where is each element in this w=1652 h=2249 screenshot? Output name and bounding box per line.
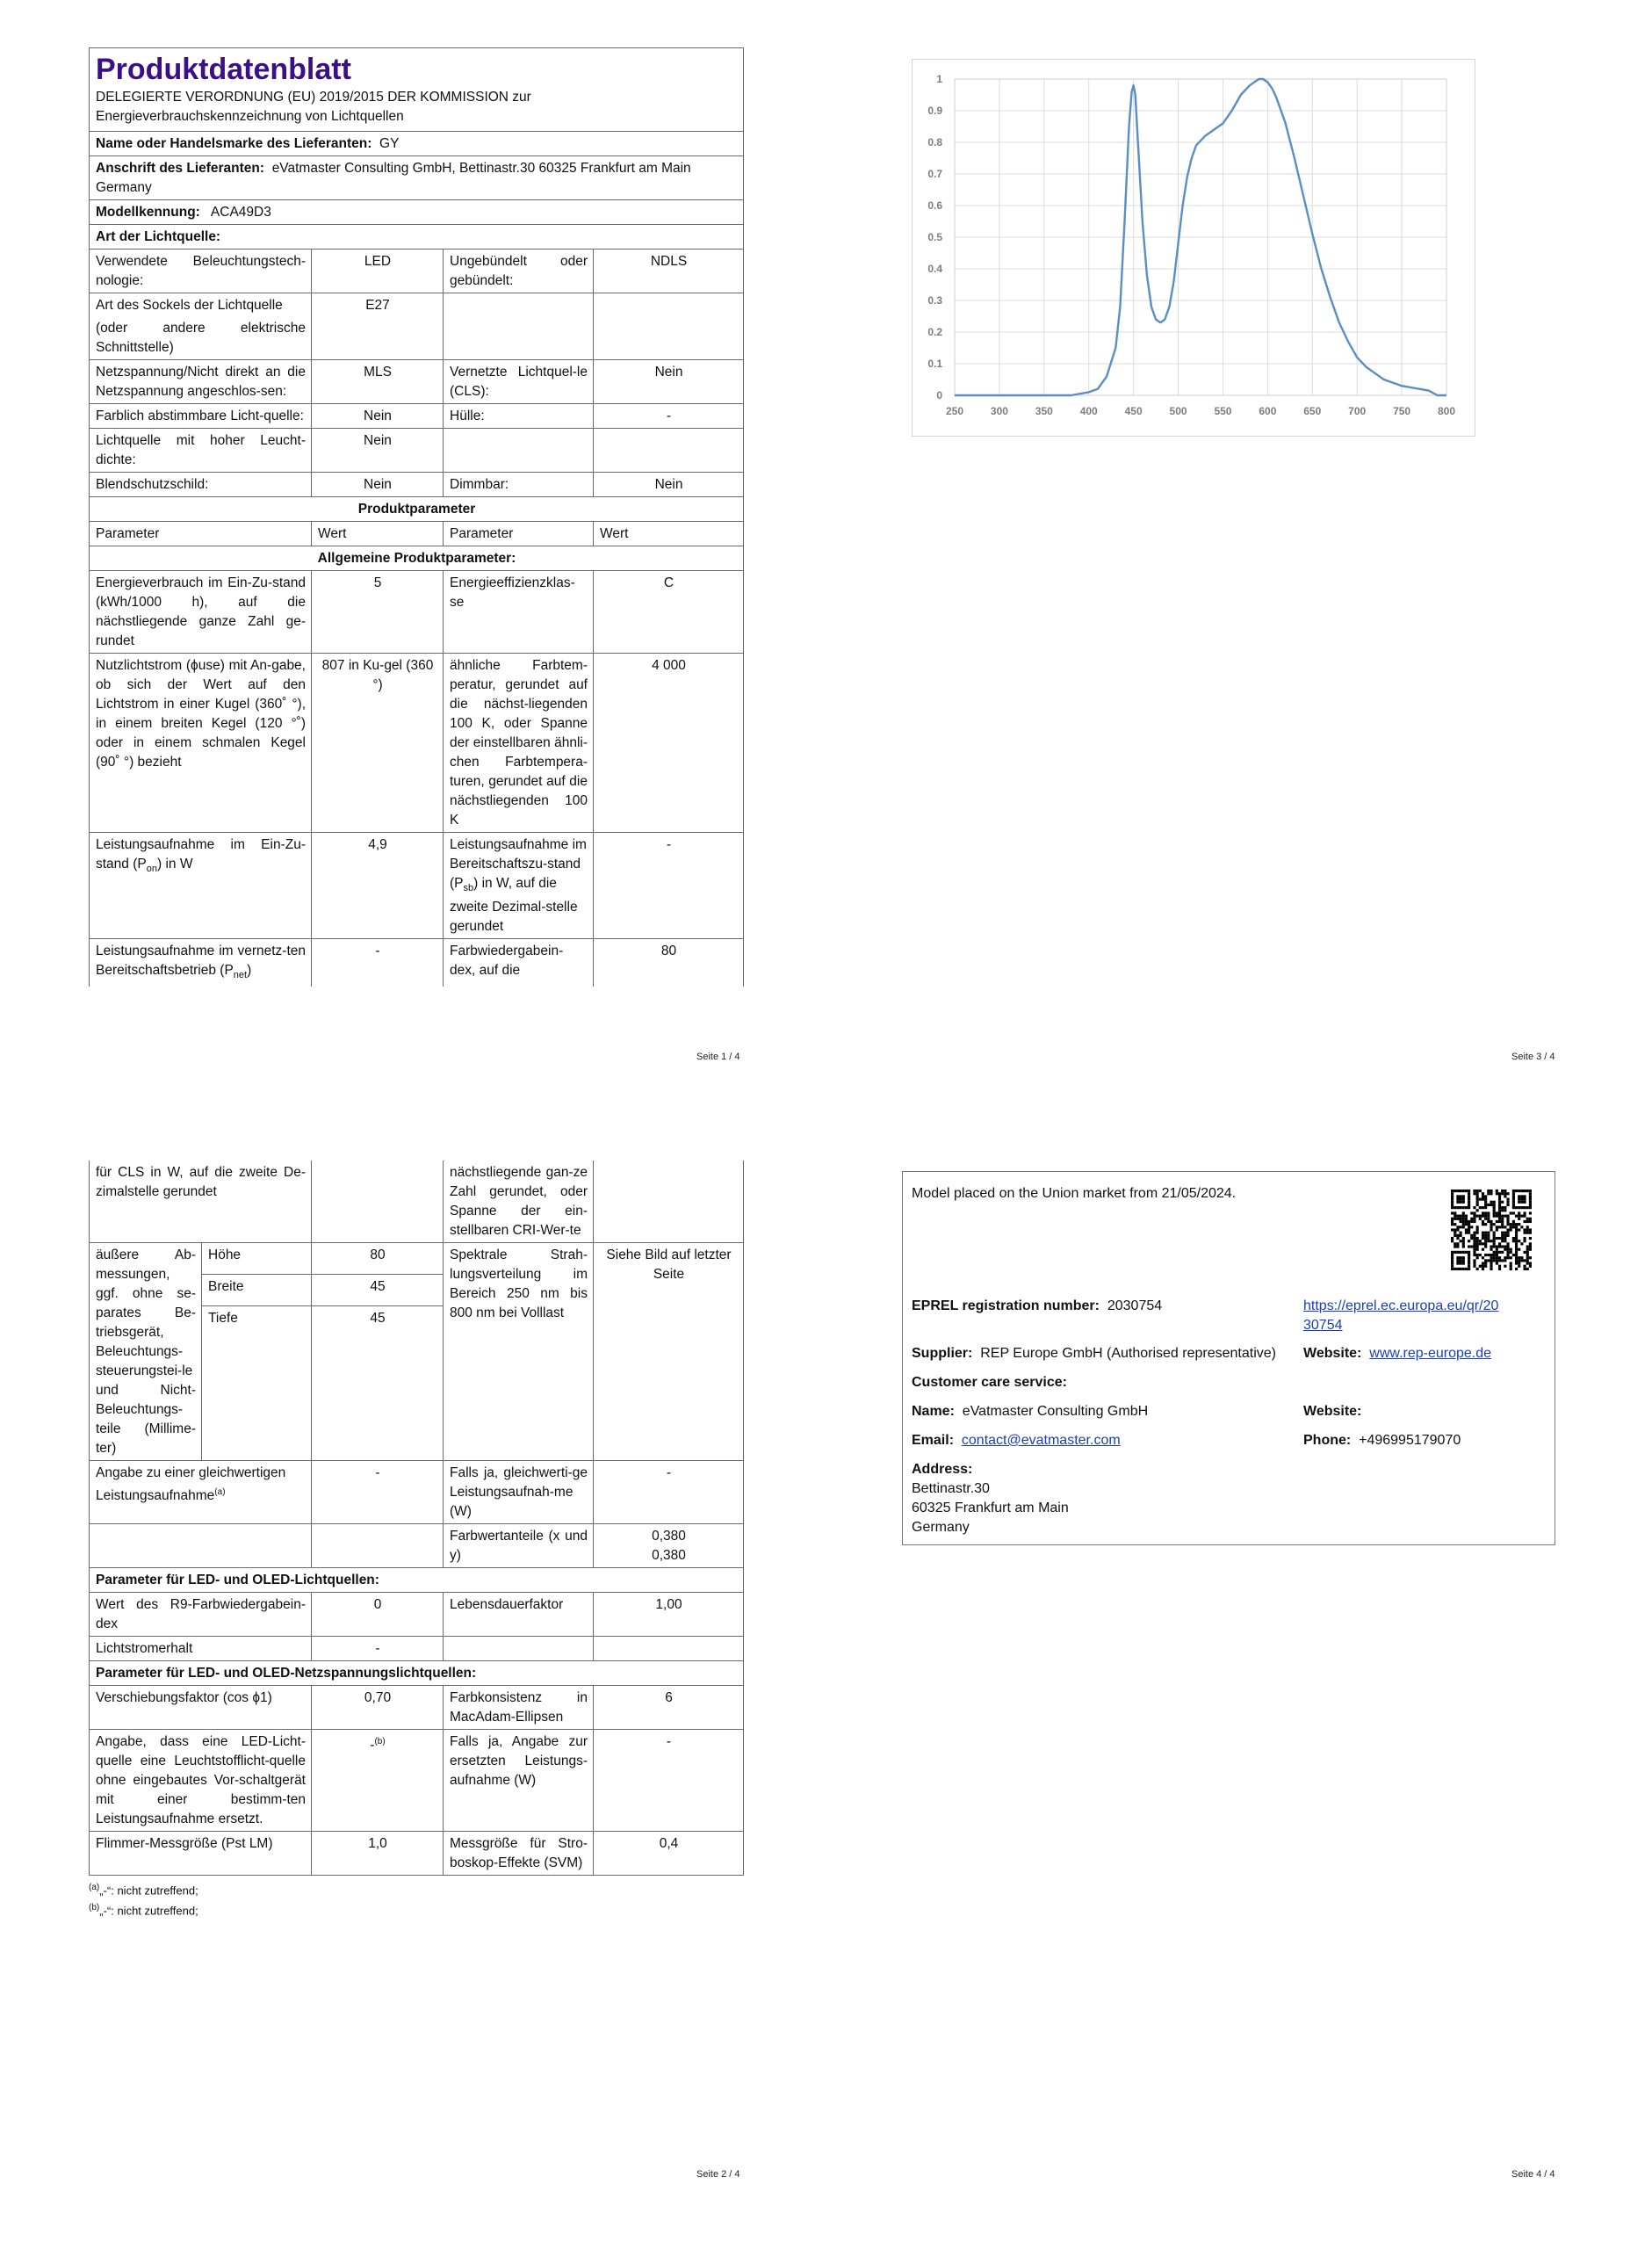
networked-standby-text: Leistungsaufnahme im vernetz-ten Bereitschaftsbetrieb (P bbox=[96, 944, 306, 979]
x-tick-label: 250 bbox=[945, 405, 964, 417]
x-tick-label: 350 bbox=[1035, 405, 1053, 417]
dimensions-label: äußere Ab-messungen, ggf. ohne se-parates Be-triebsgerät, Beleuchtungs-steuerungstei-le und Nicht-Beleuchtungs-teile (Millime-ter) bbox=[90, 1243, 202, 1461]
footnote-a-text: „-“: nicht zutreffend; bbox=[99, 1884, 198, 1898]
y-tick-label: 0.2 bbox=[927, 326, 942, 338]
supplier-row bbox=[912, 1344, 1276, 1363]
page-title: Produktdatenblatt bbox=[96, 53, 351, 86]
page-number: Seite 4 / 4 bbox=[1511, 2169, 1555, 2180]
chart-grid bbox=[955, 79, 1446, 395]
displacement-factor-value: 0,70 bbox=[312, 1686, 444, 1730]
email-link[interactable]: contact@evatmaster.com bbox=[961, 1433, 1121, 1448]
y-tick-label: 0.8 bbox=[927, 136, 942, 148]
high-luminance-label: Lichtquelle mit hoher Leucht-dichte: bbox=[90, 429, 312, 473]
model-row bbox=[90, 200, 744, 225]
y-tick-label: 0.4 bbox=[927, 263, 942, 275]
equivalent-power-label bbox=[90, 1461, 312, 1524]
replaced-power-label: Falls ja, Angabe zur ersetzten Leistungs-aufnahme (W) bbox=[444, 1730, 594, 1832]
header-parameter: Parameter bbox=[90, 522, 312, 546]
chart-x-ticks bbox=[946, 405, 1455, 417]
supplier-label: Supplier: bbox=[912, 1346, 973, 1361]
equivalent-power-text: Angabe zu einer gleichwertigen Leistungsaufnahme bbox=[96, 1465, 286, 1504]
connected-value: Nein bbox=[594, 360, 744, 404]
email-row bbox=[912, 1431, 1121, 1450]
led-mains-params-heading: Parameter für LED- und OLED-Netzspannungslichtquellen: bbox=[90, 1661, 744, 1686]
y-tick-label: 0 bbox=[936, 389, 942, 401]
empty-cell bbox=[444, 1637, 594, 1661]
lighting-technology-label: Verwendete Beleuchtungstech-nologie: bbox=[90, 249, 312, 293]
product-params-heading: Produktparameter bbox=[90, 497, 744, 522]
x-tick-label: 700 bbox=[1348, 405, 1367, 417]
on-mode-power-value: 4,9 bbox=[312, 833, 444, 939]
r9-label: Wert des R9-Farbwiedergabein-dex bbox=[90, 1593, 312, 1637]
supplier-name-value: GY bbox=[379, 136, 400, 151]
header-parameter: Parameter bbox=[444, 522, 594, 546]
empty-cell bbox=[312, 1524, 444, 1568]
x-tick-label: 750 bbox=[1393, 405, 1411, 417]
empty-cell bbox=[594, 429, 744, 473]
eprel-label: EPREL registration number: bbox=[912, 1298, 1100, 1313]
x-tick-label: 650 bbox=[1303, 405, 1322, 417]
footnote-ref-b: (b) bbox=[374, 1737, 386, 1746]
directional-label: Ungebündelt oder gebündelt: bbox=[444, 249, 594, 293]
standby-power-sub: sb bbox=[463, 883, 474, 894]
model-label: Modellkennung: bbox=[96, 205, 200, 220]
qr-code[interactable] bbox=[1451, 1190, 1532, 1270]
colour-consistency-value: 6 bbox=[594, 1686, 744, 1730]
networked-standby-sub: net bbox=[233, 970, 248, 981]
survival-factor-label: Lebensdauerfaktor bbox=[444, 1593, 594, 1637]
r9-value: 0 bbox=[312, 1593, 444, 1637]
y-tick-label: 0.1 bbox=[927, 358, 942, 370]
customer-care-heading: Customer care service: bbox=[912, 1375, 1067, 1390]
colour-consistency-label: Farbkonsistenz in MacAdam-Ellipsen bbox=[444, 1686, 594, 1730]
product-info-card bbox=[902, 1171, 1555, 1545]
name-label: Name: bbox=[912, 1404, 955, 1419]
tunable-label: Farblich abstimmbare Licht-quelle: bbox=[90, 404, 312, 429]
supplier-name-row bbox=[90, 132, 744, 156]
phone-value: +496995179070 bbox=[1359, 1433, 1461, 1448]
on-mode-power-text: Leistungsaufnahme im Ein-Zu-stand (P bbox=[96, 837, 306, 871]
standby-power-text: Leistungsaufnahme im Bereitschaftszu-stand (P bbox=[450, 837, 587, 891]
directional-value: NDLS bbox=[594, 249, 744, 293]
address-block bbox=[912, 1460, 1069, 1537]
flicker-value: 1,0 bbox=[312, 1832, 444, 1876]
led-params-heading: Parameter für LED- und OLED-Lichtquellen: bbox=[90, 1568, 744, 1593]
x-tick-label: 800 bbox=[1437, 405, 1456, 417]
header-value: Wert bbox=[312, 522, 444, 546]
datasheet-table-page2 bbox=[89, 1161, 744, 1876]
chromaticity-value bbox=[594, 1524, 744, 1568]
cct-value: 4 000 bbox=[594, 654, 744, 833]
market-date-text: Model placed on the Union market from 21/05/2024. bbox=[912, 1186, 1237, 1201]
dimmable-value: Nein bbox=[594, 473, 744, 497]
y-tick-label: 0.6 bbox=[927, 199, 942, 212]
spectral-label: Spektrale Strah-lungsverteilung im Bereich 250 nm bis 800 nm bei Volllast bbox=[444, 1243, 594, 1461]
cap-type-value: E27 bbox=[312, 293, 444, 360]
supplier-address-value: eVatmaster Consulting GmbH, Bettinastr.30 60325 Frankfurt am Main Germany bbox=[96, 161, 691, 195]
networked-standby-continued: für CLS in W, auf die zweite De-zimalstelle gerundet bbox=[90, 1161, 312, 1243]
cri-label: Farbwiedergabein-dex, auf die bbox=[444, 939, 594, 987]
eprel-row bbox=[912, 1297, 1162, 1316]
cri-value: 80 bbox=[594, 939, 744, 987]
phone-row bbox=[1303, 1431, 1461, 1450]
high-luminance-value: Nein bbox=[312, 429, 444, 473]
name-row bbox=[912, 1402, 1148, 1421]
height-value: 80 bbox=[312, 1243, 444, 1275]
connected-label: Vernetzte Lichtquel-le (CLS): bbox=[444, 360, 594, 404]
supplier-name-label: Name oder Handelsmarke des Lieferanten: bbox=[96, 136, 372, 151]
supplier-address-row bbox=[90, 156, 744, 200]
networked-standby-value: - bbox=[312, 939, 444, 987]
address-line-2: 60325 Frankfurt am Main bbox=[912, 1501, 1069, 1515]
equivalent-power-value: - bbox=[312, 1461, 444, 1524]
lumen-maintenance-value: - bbox=[312, 1637, 444, 1661]
displacement-factor-label: Verschiebungsfaktor (cos ϕ1) bbox=[90, 1686, 312, 1730]
y-tick-label: 0.5 bbox=[927, 231, 942, 243]
standby-power-unit: ) in W, auf die zweite Dezimal-stelle gerundet bbox=[450, 876, 578, 935]
address-line-3: Germany bbox=[912, 1520, 970, 1535]
anti-glare-value: Nein bbox=[312, 473, 444, 497]
x-tick-label: 400 bbox=[1079, 405, 1098, 417]
on-mode-power-sub: on bbox=[146, 864, 157, 875]
footnotes bbox=[89, 1879, 744, 1920]
networked-standby-close: ) bbox=[247, 963, 252, 979]
supplier-address-label: Anschrift des Lieferanten: bbox=[96, 161, 265, 176]
mains-label: Netzspannung/Nicht direkt an die Netzspannung angeschlos-sen: bbox=[90, 360, 312, 404]
address-line-1: Bettinastr.30 bbox=[912, 1481, 990, 1496]
equivalent-power-w-value: - bbox=[594, 1461, 744, 1524]
cct-label: ähnliche Farbtem-peratur, gerundet auf die nächst-liegenden 100 K, oder Spanne der einstellbaren ähnli-chen Farbtempera-turen, gerundet auf die nächstliegenden 100 K bbox=[444, 654, 594, 833]
replacement-claim-dash: - bbox=[370, 1738, 375, 1754]
empty-cell bbox=[594, 293, 744, 360]
general-params-heading: Allgemeine Produktparameter: bbox=[90, 546, 744, 571]
eprel-link-line1[interactable]: https://eprel.ec.europa.eu/qr/20 bbox=[1303, 1298, 1499, 1313]
phone-label: Phone: bbox=[1303, 1433, 1352, 1448]
light-source-type-heading: Art der Lichtquelle: bbox=[90, 225, 744, 249]
height-label: Höhe bbox=[202, 1243, 312, 1275]
y-tick-label: 1 bbox=[936, 73, 942, 85]
energy-consumption-value: 5 bbox=[312, 571, 444, 654]
email-label: Email: bbox=[912, 1433, 955, 1448]
footnote-a-mark: (a) bbox=[89, 1883, 100, 1892]
replacement-claim-label: Angabe, dass eine LED-Licht-quelle eine Leuchtstofflicht-quelle ohne eingebautes Vor-schaltgerät mit einer bestimm-ten Leistungsaufnahme ersetzt. bbox=[90, 1730, 312, 1832]
envelope-value: - bbox=[594, 404, 744, 429]
energy-consumption-label: Energieverbrauch im Ein-Zu-stand (kWh/1000 h), auf die nächstliegende ganze Zahl ge-rundet bbox=[90, 571, 312, 654]
energy-class-value: C bbox=[594, 571, 744, 654]
survival-factor-value: 1,00 bbox=[594, 1593, 744, 1637]
empty-cell bbox=[90, 1524, 312, 1568]
regulation-line-1: DELEGIERTE VERORDNUNG (EU) 2019/2015 DER KOMMISSION zur bbox=[96, 90, 531, 105]
eprel-link[interactable] bbox=[1303, 1297, 1498, 1335]
regulation-line-2: Energieverbrauchskennzeichnung von Lichtquellen bbox=[96, 109, 404, 124]
y-tick-label: 0.7 bbox=[927, 168, 942, 180]
standby-power-label bbox=[444, 833, 594, 939]
standby-power-value: - bbox=[594, 833, 744, 939]
y-tick-label: 0.3 bbox=[927, 294, 942, 307]
spectral-chart bbox=[912, 59, 1475, 437]
supplier-value: REP Europe GmbH (Authorised representative) bbox=[980, 1346, 1276, 1361]
eprel-link-line2[interactable]: 30754 bbox=[1303, 1318, 1343, 1333]
cri-label-continued: nächstliegende gan-ze Zahl gerundet, oder Spanne der ein-stellbaren CRI-Wer-te bbox=[444, 1161, 594, 1243]
page-1 bbox=[89, 47, 744, 987]
on-mode-power-unit: ) in W bbox=[156, 857, 193, 871]
networked-standby-label bbox=[90, 939, 312, 987]
footnote-b-mark: (b) bbox=[89, 1903, 100, 1913]
empty-cell bbox=[444, 293, 594, 360]
luminous-flux-value: 807 in Ku-gel (360 °) bbox=[312, 654, 444, 833]
footnote-a bbox=[89, 1879, 744, 1899]
on-mode-power-label bbox=[90, 833, 312, 939]
x-tick-label: 300 bbox=[990, 405, 1008, 417]
replacement-claim-value bbox=[312, 1730, 444, 1832]
width-value: 45 bbox=[312, 1275, 444, 1306]
chromaticity-y: 0,380 bbox=[652, 1548, 686, 1563]
depth-value: 45 bbox=[312, 1306, 444, 1461]
spectral-value: Siehe Bild auf letzter Seite bbox=[594, 1243, 744, 1461]
empty-cell bbox=[594, 1637, 744, 1661]
lighting-technology-value: LED bbox=[312, 249, 444, 293]
envelope-label: Hülle: bbox=[444, 404, 594, 429]
flicker-label: Flimmer-Messgröße (Pst LM) bbox=[90, 1832, 312, 1876]
lumen-maintenance-label: Lichtstromerhalt bbox=[90, 1637, 312, 1661]
empty-cell bbox=[312, 1161, 444, 1243]
footnote-ref-a: (a) bbox=[214, 1487, 226, 1497]
chart-y-ticks bbox=[927, 73, 942, 401]
spectral-distribution-chart bbox=[913, 60, 1475, 436]
chromaticity-label: Farbwertanteile (x und y) bbox=[444, 1524, 594, 1568]
x-tick-label: 450 bbox=[1124, 405, 1143, 417]
model-value: ACA49D3 bbox=[210, 205, 271, 220]
equivalent-power-w-label: Falls ja, gleichwerti-ge Leistungsaufnah-me (W) bbox=[444, 1461, 594, 1524]
cap-type-label-line1: Art des Sockels der Lichtquelle bbox=[96, 298, 283, 313]
website-row bbox=[1303, 1344, 1491, 1363]
y-tick-label: 0.9 bbox=[927, 105, 942, 117]
page-2 bbox=[89, 1161, 744, 1920]
x-tick-label: 550 bbox=[1214, 405, 1232, 417]
eprel-value: 2030754 bbox=[1107, 1298, 1163, 1313]
energy-class-label: Energieeffizienzklas-se bbox=[444, 571, 594, 654]
website-label: Website: bbox=[1303, 1346, 1362, 1361]
address-label: Address: bbox=[912, 1462, 973, 1477]
replaced-power-value: - bbox=[594, 1730, 744, 1832]
cap-type-label bbox=[90, 293, 312, 360]
x-tick-label: 600 bbox=[1259, 405, 1277, 417]
dimmable-label: Dimmbar: bbox=[444, 473, 594, 497]
empty-cell bbox=[444, 429, 594, 473]
luminous-flux-label: Nutzlichtstrom (ϕuse) mit An-gabe, ob sich der Wert auf den Lichtstrom in einer Kugel (360˚ °), in einem breiten Kegel (120 °˚) oder in einem schmalen Kegel (90˚ °) bezieht bbox=[90, 654, 312, 833]
stroboscopic-label: Messgröße für Stro-boskop-Effekte (SVM) bbox=[444, 1832, 594, 1876]
tunable-value: Nein bbox=[312, 404, 444, 429]
page-number: Seite 2 / 4 bbox=[696, 2169, 740, 2180]
mains-value: MLS bbox=[312, 360, 444, 404]
name-value: eVatmaster Consulting GmbH bbox=[962, 1404, 1149, 1419]
x-tick-label: 500 bbox=[1169, 405, 1187, 417]
page-number: Seite 3 / 4 bbox=[1511, 1052, 1555, 1062]
anti-glare-label: Blendschutzschild: bbox=[90, 473, 312, 497]
datasheet-table-page1 bbox=[89, 47, 744, 987]
page-number: Seite 1 / 4 bbox=[696, 1052, 740, 1062]
cap-type-label-line2: (oder andere elektrische Schnittstelle) bbox=[96, 321, 306, 355]
chromaticity-x: 0,380 bbox=[652, 1529, 686, 1544]
stroboscopic-value: 0,4 bbox=[594, 1832, 744, 1876]
empty-cell bbox=[594, 1161, 744, 1243]
website2-label: Website: bbox=[1303, 1404, 1362, 1419]
footnote-b bbox=[89, 1899, 744, 1920]
footnote-b-text: „-“: nicht zutreffend; bbox=[99, 1904, 198, 1918]
website-link[interactable]: www.rep-europe.de bbox=[1369, 1346, 1492, 1361]
width-label: Breite bbox=[202, 1275, 312, 1306]
depth-label: Tiefe bbox=[202, 1306, 312, 1461]
header-value: Wert bbox=[594, 522, 744, 546]
